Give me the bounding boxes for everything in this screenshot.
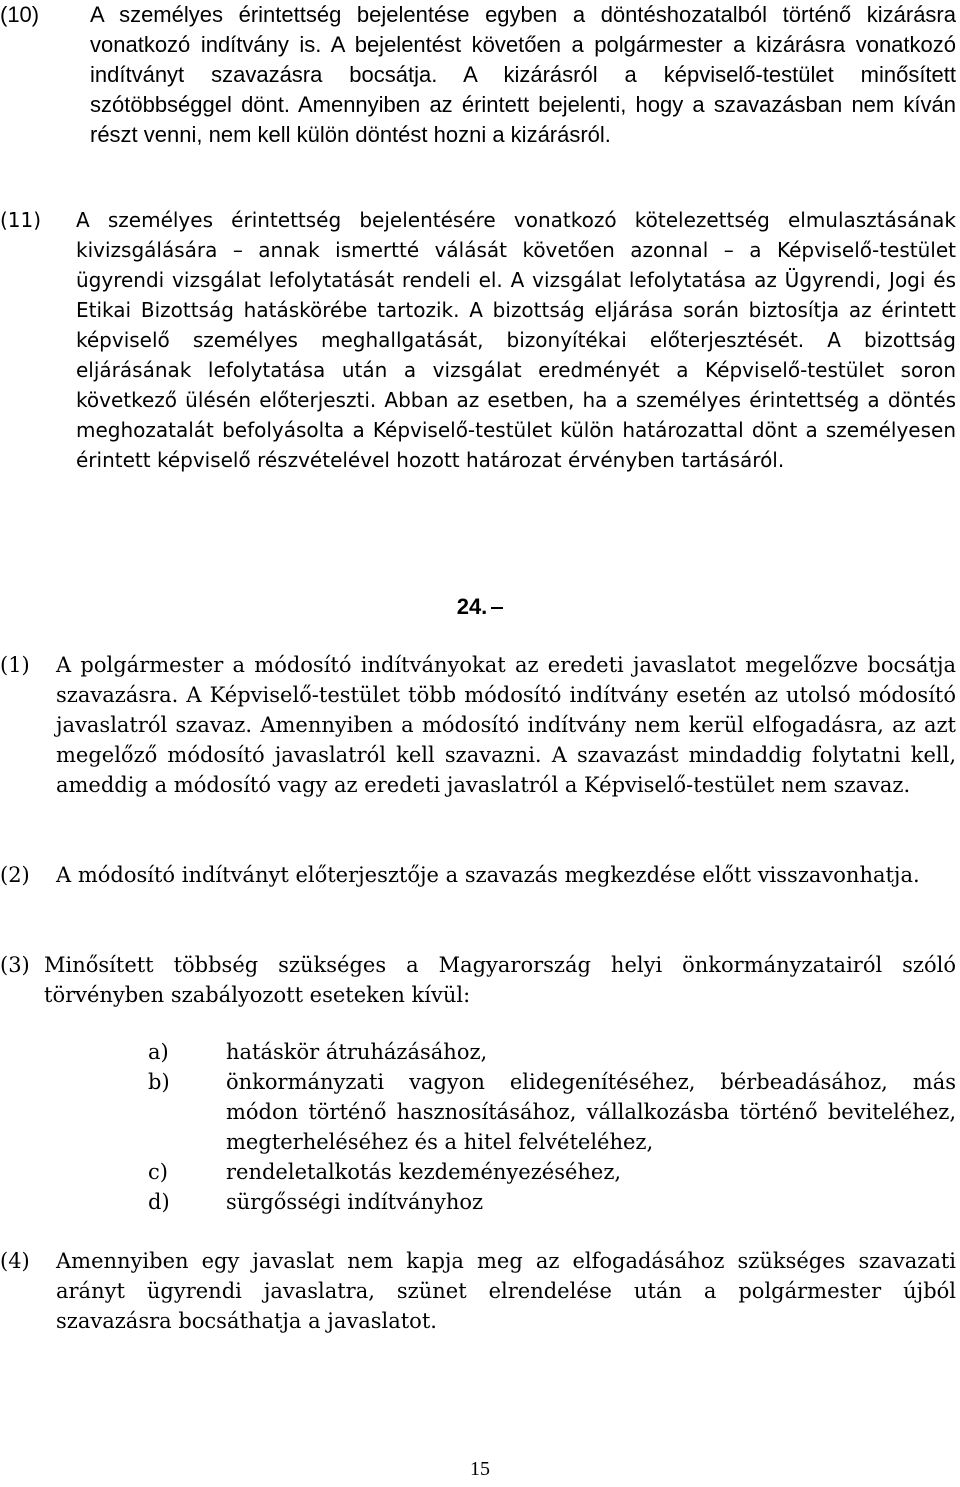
paragraph-11 — [0, 205, 956, 475]
list-item-label: c) — [148, 1160, 168, 1184]
section-paragraph-1 — [0, 650, 956, 800]
page-number: 15 — [470, 1458, 490, 1480]
paragraph-text: A személyes érintettség bejelentésére vonatkozó kötelezettség elmulasztásának kivizsgálására – annak ismertté válását követően azonnal – a Képviselő-testület ügyrendi vizsgálat lefolytatását rendeli el. A vizsgálat lefolytatása az Ügyrendi, Jogi és Etikai Bizottság hatáskörébe tartozik. A bizottság eljárása során biztosítja az érintett képviselő személyes meghallgatását, bizonyítékai előterjesztését. A bizottság eljárásának lefolytatása után a vizsgálat eredményét a Képviselő-testület soron következő ülésén előterjeszti. Abban az esetben, ha a személyes érintettség a döntés meghozatalát befolyásolta a Képviselő-testület külön határozattal dönt a személyesen érintett képviselő részvételével hozott határozat érvényben tartásáról. — [76, 208, 956, 472]
paragraph-text: Minősített többség szükséges a Magyarország helyi önkormányzatairól szóló törvényben szabályozott eseteken kívül: — [44, 953, 956, 1007]
paragraph-text: A módosító indítványt előterjesztője a szavazás megkezdése előtt visszavonhatja. — [56, 863, 920, 887]
list-item-label: a) — [148, 1040, 169, 1064]
list-item-text: sürgősségi indítványhoz — [226, 1190, 484, 1214]
underline-mark — [491, 607, 503, 609]
paragraph-number: (2) — [0, 863, 30, 887]
paragraph-number: (11) — [0, 208, 42, 232]
paragraph-text: Amennyiben egy javaslat nem kapja meg az elfogadásához szükséges szavazati arányt ügyrendi javaslatra, szünet elrendelése után a polgármester újból szavazásra bocsáthatja a javaslatot. — [56, 1249, 956, 1333]
list-item-text: hatáskör átruházásához, — [226, 1040, 488, 1064]
section-heading — [0, 592, 960, 622]
paragraph-number: (4) — [0, 1249, 30, 1273]
list-item — [148, 1157, 956, 1187]
list-item-label: d) — [148, 1190, 170, 1214]
section-paragraph-2 — [0, 860, 956, 890]
paragraph-text: A személyes érintettség bejelentése egyben a döntéshozatalból történő kizárásra vonatkozó indítvány is. A bejelentést követően a polgármester a kizárásra vonatkozó indítványt szavazásra bocsátja. A kizárásról a képviselő-testület minősített szótöbbséggel dönt. Amennyiben az érintett bejelenti, hogy a szavazásban nem kíván részt venni, nem kell külön döntést hozni a kizárásról. — [90, 2, 956, 147]
section-number: 24. — [456, 594, 488, 619]
paragraph-text: A polgármester a módosító indítványokat az eredeti javaslatot megelőzve bocsátja szavazásra. A Képviselő-testület több módosító indítvány esetén az utolsó módosító javaslatról szavaz. Amennyiben a módosító indítvány nem kerül elfogadásra, az azt megelőző módosító javaslatról kell szavazni. A szavazást mindaddig folytatni kell, ameddig a módosító vagy az eredeti javaslatról a Képviselő-testület nem szavaz. — [56, 653, 956, 797]
section-paragraph-3 — [0, 950, 956, 1010]
paragraph-number: (10) — [0, 2, 40, 27]
section-paragraph-4 — [0, 1246, 956, 1336]
paragraph-10 — [0, 0, 956, 150]
list-item-text: önkormányzati vagyon elidegenítéséhez, bérbeadásához, más módon történő hasznosításához, vállalkozásba történő beviteléhez, megterheléséhez és a hitel felvételéhez, — [226, 1070, 956, 1154]
list-item — [148, 1067, 956, 1157]
list-item-text: rendeletalkotás kezdeményezéséhez, — [226, 1160, 622, 1184]
list-item-label: b) — [148, 1070, 170, 1094]
paragraph-number: (1) — [0, 653, 30, 677]
list-item — [148, 1187, 956, 1217]
enumerated-list — [148, 1037, 956, 1217]
list-item — [148, 1037, 956, 1067]
paragraph-number: (3) — [0, 953, 30, 977]
